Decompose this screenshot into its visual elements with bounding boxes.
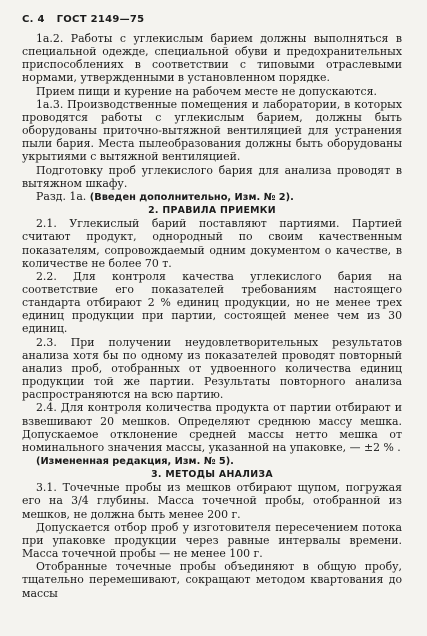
paragraph: Подготовку проб углекислого бария для анализа проводят в вытяжном шкафу.: [22, 163, 402, 190]
page-number: С. 4: [22, 14, 45, 25]
standard-code: ГОСТ 2149—75: [56, 14, 145, 25]
amendment-note-text: (Измененная редакция, Изм. № 5).: [36, 456, 234, 467]
paragraph: 3.1. Точечные пробы из мешков отбирают щупом, погружая его на 3/4 глубины. Масса точечной пробы, отобранной из мешков, не должна быть менее 200 г.: [22, 481, 402, 521]
section-note-bold: (Введен дополнительно, Изм. № 2).: [89, 191, 294, 203]
paragraph: 2.3. При получении неудовлетворительных результатов анализа хотя бы по одному из показателей проводят повторный анализ проб, отобранных от удвоенного количества единиц продукции той же партии. Результаты повторного анализа распространяются на всю партию.: [22, 335, 402, 402]
section-note-prefix: Разд. 1а.: [36, 189, 90, 203]
paragraph: 2.2. Для контроля качества углекислого бария на соответствие его показателей требованиям настоящего стандарта отбирают 2 % единиц продукции, но не менее трех единиц продукции при партии, состоящей менее чем из 30 единиц.: [22, 269, 402, 336]
paragraph: Допускается отбор проб у изготовителя пересечением потока при упаковке продукции через равные интервалы времени. Масса точечной пробы — не менее 100 г.: [22, 520, 402, 561]
page-header: [22, 14, 152, 25]
paragraph: 1а.2. Работы с углекислым барием должны выполняться в специальной одежде, специальной обуви и предохранительных приспособлениях в соответствии с типовыми отраслевыми нормами, утвержденными в установленном порядке.: [22, 32, 402, 85]
paragraph: Прием пищи и курение на рабочем месте не допускаются.: [36, 84, 377, 98]
document-body: [22, 32, 402, 600]
section-note: [22, 190, 402, 204]
section-heading: 2. ПРАВИЛА ПРИЕМКИ: [148, 205, 276, 217]
paragraph: 2.1. Углекислый барий поставляют партиями. Партией считают продукт, однородный по своим качественным показателям, сопровождаемый одним документом о качестве, в количестве не более 70 т.: [22, 217, 402, 270]
paragraph: 1а.3. Производственные помещения и лаборатории, в которых проводятся работы с углекислым барием, должны быть оборудованы приточно-вытяжной вентиляцией для устранения пыли бария. Места пылеобразования должны быть оборудованы укрытиями с вытяжной вентиляцией.: [22, 97, 402, 164]
paragraph: 2.4. Для контроля количества продукта от партии отбирают и взвешивают 20 мешков. Определяют среднюю массу мешка. Допускаемое отклонение средней массы нетто мешка от номинального значения массы, указанной на упаковке, — ±2 % .: [22, 401, 402, 454]
paragraph: Отобранные точечные пробы объединяют в общую пробу, тщательно перемешивают, сокращают методом квартования до массы: [22, 560, 402, 600]
amendment-note: [22, 454, 402, 468]
section-heading: 3. МЕТОДЫ АНАЛИЗА: [151, 469, 273, 481]
